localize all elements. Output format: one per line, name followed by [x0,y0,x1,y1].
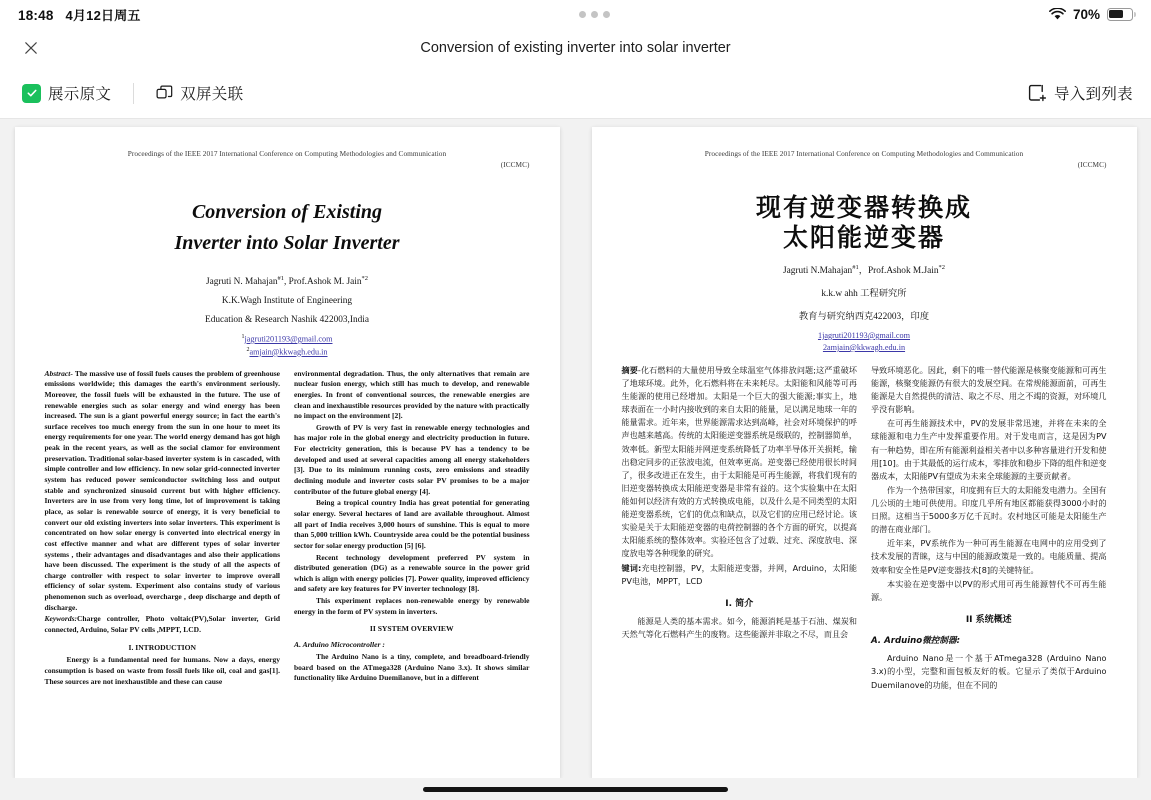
section-heading-system-overview-zh: II 系统概述 [965,614,1012,625]
paragraph-arduino-zh: Arduino Nano是一个基于ATmega328 (Arduino Nano 3.x)的小型，完整和面包板友好的板。它显示了类似于Arduino Duemilanove的功能，但在不同的 [871,653,1107,690]
abstract-lead-zh: 摘要 [621,364,638,375]
affiliation-2-en: Education & Research Nashik 422003,India [205,315,369,326]
toolbar-divider [133,83,134,104]
toolbar-left-group [22,82,243,104]
email-2-sup-en: 2 [246,346,250,353]
author-1-en: Jagruti N. Mahajan [206,277,278,288]
paragraph-r3-zh: 作为一个热带国家，印度拥有巨大的太阳能发电潜力。全国有几公顷的土地可供使用。印度几乎所有地区都能获得3000小时的日照。这相当于5000多万亿千瓦时。农村地区可能是太阳能生产的潜在商业部门。 [871,484,1107,535]
page-title: Conversion of existing inverter into solar inverter [420,40,731,56]
affiliation-1-en: K.K.Wagh Institute of Engineering [221,296,353,307]
column-left-en [45,369,281,689]
email-link-2-en[interactable] [45,347,530,357]
paragraph-r2-zh: 在可再生能源技术中，PV的发展非常迅速，并将在未来的全球能源和电力生产中发挥重要作用。对于发电而言，这是因为PV有一种趋势，即在所有能源利益相关者中以多种容量进行开发和使用[10]。由于其最低的运行成本，零排放和稳步下降的组件和逆变器成本，太阳能PV有望成为未来全球能源的主要贡献者。 [871,418,1107,481]
abstract-lead-en: Abstract- [44,368,75,378]
keywords-text-zh: 充电控制器，PV，太阳能逆变器，并网，Arduino，太阳能PV电池，MPPT，LCD [621,562,857,586]
author-names-zh [622,262,1107,276]
author-1-sup-zh: #1 [852,263,859,271]
abstract-paragraph-zh [622,364,858,561]
emails-zh [622,331,1107,352]
keywords-text-en: Charge controller, Photo voltaic(PV),Solar inverter, Grid connected, Arduino, Solar PV cells ,MPPT, LCD. [44,614,280,634]
paper-title-en [45,197,530,260]
columns-en [45,369,530,689]
affiliation-2-zh: 教育与研究纳西克422003，印度 [798,311,930,322]
page-header-right [622,149,1107,171]
conference-header-line2-zh: (ICCMC) [1077,159,1107,169]
email-link-1-en[interactable] [45,334,530,344]
conference-header-line2: (ICCMC) [500,159,530,169]
abstract-text-en: The massive use of fossil fuels causes the problem of greenhouse emissions worldwide; this damages the earth's environment seriously. Moreover, the fossil fuels will be exhausted in the future. The use of renewable energies such as solar energy and wind energy has been increased. The sun is a giant powerful energy source; in fact the earth's surface receives too much energy from the sun in one hour to meet its energy requirements for one year. The world energy demand has got high peak in the recent years, as well as the social clamor for environment preservation. Traditional solar-based inverter system is in cascaded, with simple controller and low efficiency. In new solar grid-connected inverter system has reduced power semiconductor switching loss and output stable and synchronized sinusoid current but with higher efficiency. Inverters are in use from very long time, lot of improvement is taking place, as solar is renewable source of energy, it is very beneficial to convert our old existing inverters into solar inverters. This experiment is concentrated on how solar energy is converted into electrical energy in cost effective manner and what are different types of solar inverter systems , their advantages and disadvantages and also their applications have been discussed. The experiment is the study of all the aspects of charge controller with respect to solar inverter to improve overall efficiency of solar system. Experiment also contains study of various phenomenon such as overload, overcharge , deep discharge and depth of discharge. [44,368,280,612]
paragraph-r1-en: environmental degradation. Thus, the only alternatives that remain are nuclear fusion energy, which still has much to develop, and renewable energies. In front of conventional sources, the renewable energies are clean and inexhaustible resources provided by the nature with practically no impact on the environment [2]. [294,368,530,421]
author-1-zh: Jagruti N.Mahajan [782,265,853,276]
paragraph-r1-zh: 导致环境恶化。因此，剩下的唯一替代能源是核聚变能源和可再生能源，核聚变能源仍有很大的发展空间。在常规能源面前，可再生能源是大自然提供的清洁、取之不尽、用之不竭的资源，对环境几乎没有影响。 [871,364,1107,415]
dot-3 [603,11,610,18]
email-2-text-en: amjain@kkwagh.edu.in [249,347,328,357]
paper-title-zh-line2: 太阳能逆变器 [782,223,945,253]
status-time: 18:48 [18,7,54,23]
email-link-1-zh[interactable]: 1jagruti201193@gmail.com [817,330,911,340]
author-2-sup-en: *2 [361,275,368,283]
paper-title-en-line2: Inverter into Solar Inverter [174,232,400,255]
paragraph-r2-en: Growth of PV is very fast in renewable energy technologies and has major role in the global energy and electricity production in future. For electricity generation, this is because PV has a tendency to be developed and used at several capacities among all energy stakeholders [3]. Due to its minimum running costs, zero emissions and steadily declining module and inverter costs solar PV promises to be a major contributor of the future global energy [4]. [294,422,530,496]
show-original-label: 展示原文 [48,86,112,103]
paragraph-r4-zh: 近年来，PV系统作为一种可再生能源在电网中的应用受到了技术发展的青睐，这与中国的能源政策是一致的。电能质量、提高效率和安全性是PV逆变器技术[8]的关键特征。 [871,538,1107,575]
paragraph-r4-en: Recent technology development preferred PV system in distributed generation (DG) as a renewable source in the power grid which is align with energy policies [7]. Power quality, improved efficiency and safety are key features for PV inverter technology [8]. [294,552,530,594]
paper-title-zh [622,193,1107,254]
paragraph-r5-zh: 本实验在逆变器中以PV的形式用可再生能源替代不可再生能源。 [871,578,1107,602]
status-bar-right [1049,7,1133,22]
dot-1 [579,11,586,18]
keywords-lead-en: Keywords: [44,614,77,624]
title-bar [0,28,1151,68]
email-1-sup-en: 1 [241,334,245,341]
section-heading-introduction-en: I. INTRODUCTION [128,642,196,652]
column-right-zh [871,364,1107,693]
status-date: 4月12日周五 [65,7,141,23]
status-bar-left [18,5,141,24]
authors-block-zh [622,262,1107,352]
import-to-list-icon [1028,84,1046,102]
subsection-heading-arduino-en: A. Arduino Microcontroller : [294,640,385,650]
wifi-icon [1049,8,1066,21]
import-to-list-label: 导入到列表 [1053,86,1133,103]
abstract-paragraph-en [45,369,281,614]
original-document-page[interactable] [15,127,560,778]
checkbox-checked-icon[interactable] [22,84,41,103]
paragraph-r3-en: Being a tropical country India has great potential for generating solar energy. Several hectares of land are available throughout. Almost all part of India receives 3,000 hours of sunshine. This is equal to more than 5,000 trillion kWh. Countryside area could be the potential business sector for solar energy production [5] [6]. [294,498,530,550]
abstract-text-zh: -化石燃料的大量使用导致全球温室气体排放问题;这严重破坏了地球环境。此外，化石燃料将在未来耗尽。太阳能和风能等可再生能源的使用已经增加。太阳是一个巨大的强大能源;事实上，地球表面在一小时内接收到的来自太阳的能量，足以满足地球一年的能量需求。近年来，世界能源需求达到高峰，社会对环境保护的呼声也越来越高。传统的太阳能逆变器系统是级联的，控制器简单，效率低。新型太阳能并网逆变系统降低了功率半导体开关损耗，输出稳定同步的正弦波电流，但效率更高。逆变器已经使用很长时间了，很多改进正在发生，由于太阳能是可再生能源，将我们现有的旧逆变器转换成太阳能逆变器是非常有益的。这个实验集中在太阳能如何以经济有效的方式转换成电能，以及什么是不同类型的太阳能逆变器系统，它们的优点和缺点，以及它们的应用已经讨论。该实验是关于太阳能逆变器的电荷控制器的各个方面的研究，以提高太阳能系统的整体效率。实验还包含了过载、过充、深度放电、深度放电等各种现象的研究。 [621,364,857,559]
author-names-en [45,275,530,287]
paper-title-zh-line1: 现有逆变器转换成 [755,192,972,222]
conference-header-line1: Proceedings of the IEEE 2017 International Conference on Computing Methodologies and Communication [127,149,447,158]
keywords-paragraph-zh [622,562,858,588]
intro-paragraph-zh: 能源是人类的基本需求。如今，能源消耗是基于石油、煤炭和天然气等化石燃料产生的废物。这些能源并非取之不尽，而且会 [621,616,857,640]
dual-screen-link-button[interactable] [156,82,243,104]
author-2-en: , Prof.Ashok M. Jain [284,277,362,288]
author-2-sup-zh: *2 [938,263,945,271]
affiliation-1-zh: k.k.w ahh 工程研究所 [821,288,907,299]
home-indicator[interactable] [423,787,728,792]
page-header-left [45,149,530,171]
battery-icon [1107,8,1133,21]
paragraph-r5-en: This experiment replaces non-renewable energy by renewable energy in the form of PV system in inverters. [294,596,530,616]
translated-document-page[interactable] [592,127,1137,778]
import-to-list-button[interactable] [1028,82,1133,104]
keywords-lead-zh: 键词: [621,562,642,573]
email-link-2-zh[interactable]: 2amjain@kkwagh.edu.in [822,342,906,352]
column-left-zh [622,364,858,693]
author-1-sup-en: #1 [277,275,285,283]
battery-percent-label: 70% [1072,6,1100,22]
conference-header-line1-zh: Proceedings of the IEEE 2017 International Conference on Computing Methodologies and Communication [704,149,1024,158]
toolbar [0,68,1151,119]
authors-block-en [45,275,530,357]
multitask-dots[interactable] [579,11,610,18]
section-heading-system-overview-en: II SYSTEM OVERVIEW [369,624,454,634]
emails-en [45,334,530,356]
show-original-toggle[interactable] [22,82,111,104]
status-bar [0,0,1151,28]
home-indicator-bar [0,778,1151,800]
column-right-en [294,369,530,689]
document-pages-container[interactable] [0,119,1151,778]
author-2-zh: ，Prof.Ashok M.Jain [858,265,939,276]
paper-title-en-line1: Conversion of Existing [191,200,383,223]
dot-2 [591,11,598,18]
keywords-paragraph-en [45,614,281,635]
dual-screen-label: 双屏关联 [180,86,244,103]
section-heading-introduction-zh: I. 简介 [725,598,754,609]
dual-screen-icon [156,85,173,102]
close-icon[interactable] [18,35,44,61]
subsection-heading-arduino-zh: A. Arduino微控制器: [871,636,961,647]
paragraph-arduino-en: The Arduino Nano is a tiny, complete, and breadboard-friendly board based on the ATmega328 (Arduino Nano 3.x). It shows similar functionality like Arduino Duemilanove, but in a different [294,651,530,683]
email-1-text-en: jagruti201193@gmail.com [244,334,333,344]
intro-paragraph-en: Energy is a fundamental need for humans. Now a days, energy consumption is based on waste from fossil fuels like oil, coal and gas[1]. These sources are not inexhaustible and these can cause [44,655,280,686]
columns-zh [622,364,1107,693]
